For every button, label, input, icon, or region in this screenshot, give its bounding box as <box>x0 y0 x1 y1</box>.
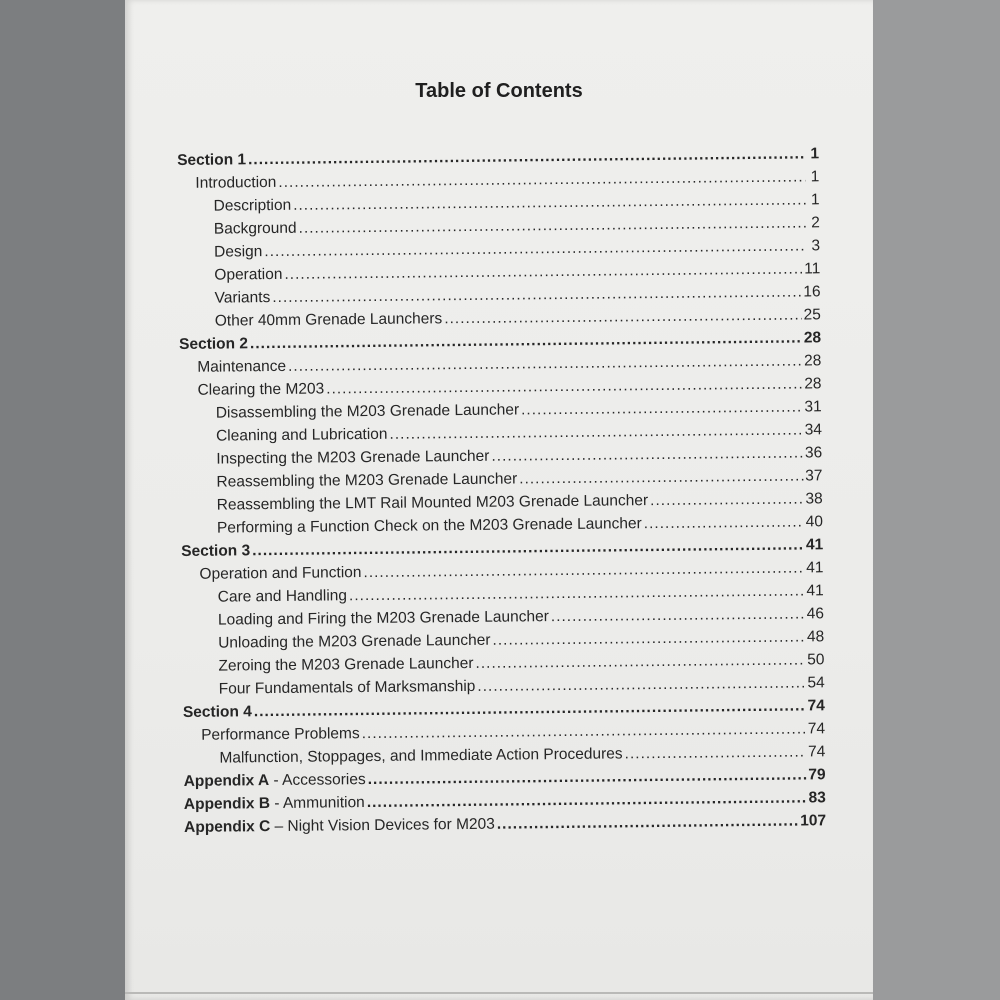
toc-page-number: 41 <box>806 559 824 577</box>
toc-entry-label: Background <box>213 219 297 238</box>
toc-page-number: 3 <box>811 237 821 255</box>
dot-leader <box>650 489 804 510</box>
toc-entry-label: Disassembling the M203 Grenade Launcher <box>215 401 520 422</box>
toc-page-number: 83 <box>808 789 826 807</box>
dot-leader <box>475 650 805 672</box>
toc-entry-label: Description <box>213 196 292 215</box>
toc-entry-label: Maintenance <box>197 357 287 376</box>
appendix-title: – Night Vision Devices for M203 <box>270 815 495 836</box>
dot-leader <box>477 673 805 695</box>
toc-entry-label: Reassembling the M203 Grenade Launcher <box>216 470 518 491</box>
toc-entry-label: Introduction <box>195 173 277 192</box>
toc-entry-label: Section 2 <box>178 335 249 353</box>
toc-page-number: 1 <box>810 145 820 163</box>
toc-page-number: 50 <box>807 651 825 669</box>
toc-entry-label: Design <box>214 243 263 261</box>
toc-page-number: 48 <box>806 628 825 646</box>
toc-page-number: 34 <box>804 421 823 439</box>
toc-page-number: 28 <box>803 329 822 347</box>
appendix-name: Appendix C <box>184 818 271 836</box>
toc-entry-label: Care and Handling <box>217 587 348 606</box>
toc-page-number: 54 <box>807 674 825 692</box>
appendix-name: Appendix A <box>183 772 270 790</box>
toc-page-number: 37 <box>805 467 823 485</box>
toc-entry-label: Operation <box>214 265 283 284</box>
dot-leader <box>491 443 803 465</box>
toc-entry-label: Section 1 <box>177 151 247 169</box>
page-edge <box>125 992 873 994</box>
toc-page-number: 1 <box>810 191 820 209</box>
dot-leader <box>444 305 801 328</box>
toc-page-number: 74 <box>808 743 826 761</box>
toc-page-number: 38 <box>805 490 823 508</box>
toc-page-number: 25 <box>803 306 821 324</box>
toc-page-number: 41 <box>805 536 824 554</box>
toc-entry-label: Variants <box>214 289 271 307</box>
background-right <box>873 0 1000 1000</box>
toc-page-number: 2 <box>811 214 820 232</box>
dot-leader <box>551 604 805 626</box>
toc-entry-label: Section 3 <box>181 542 251 560</box>
toc-entry-label: Loading and Firing the M203 Grenade Launcher <box>217 608 549 629</box>
background-left <box>0 0 125 1000</box>
toc-entry-label: Cleaning and Lubrication <box>215 425 388 445</box>
dot-leader <box>644 512 804 533</box>
toc-page-number: 79 <box>808 766 826 784</box>
appendix-name: Appendix B <box>183 795 271 813</box>
toc-entry-label: Section 4 <box>182 703 252 721</box>
toc-entry-label <box>184 793 365 814</box>
toc-page-number: 16 <box>803 283 821 301</box>
toc-entry-label: Reassembling the LMT Rail Mounted M203 Grenade Launcher <box>216 492 649 514</box>
appendix-title: - Accessories <box>269 771 366 790</box>
toc-page-number: 31 <box>804 398 822 416</box>
toc-entry-label <box>184 770 366 791</box>
toc-page-number: 1 <box>810 168 820 186</box>
toc-entry-label: Operation and Function <box>199 564 362 583</box>
toc-entry-label: Malfunction, Stoppages, and Immediate Action Procedures <box>219 745 623 767</box>
toc-page-number: 74 <box>807 697 825 715</box>
dot-leader <box>492 627 805 649</box>
toc-page-number: 41 <box>806 582 824 600</box>
toc-entry-label: Performance Problems <box>201 725 360 744</box>
toc-page-number: 11 <box>804 260 821 278</box>
toc-entry-label <box>184 815 495 837</box>
dot-leader <box>521 397 803 419</box>
dot-leader <box>497 812 799 834</box>
toc-entry-label: Unloading the M203 Grenade Launcher <box>218 631 491 652</box>
toc-entry-label: Four Fundamentals of Marksmanship <box>218 677 476 698</box>
page-title: Table of Contents <box>415 80 583 102</box>
toc-page-number: 28 <box>804 375 822 393</box>
toc-entry-label: Inspecting the M203 Grenade Launcher <box>216 447 490 468</box>
dot-leader <box>625 742 807 763</box>
appendix-title: - Ammunition <box>269 794 365 813</box>
toc-entry-label: Performing a Function Check on the M203 Grenade Launcher <box>216 515 642 537</box>
toc-page-number: 107 <box>800 812 827 830</box>
toc-page-number: 40 <box>805 513 824 531</box>
toc-page-number: 36 <box>804 444 823 462</box>
toc-list <box>177 140 826 837</box>
document-page <box>125 0 873 1000</box>
toc-entry-label: Zeroing the M203 Grenade Launcher <box>218 654 474 675</box>
toc-page-number: 28 <box>803 352 822 370</box>
toc-entry-label: Clearing the M203 <box>197 380 325 399</box>
toc-page-number: 74 <box>807 720 826 738</box>
toc-page-number: 46 <box>806 605 825 623</box>
toc-entry-label: Other 40mm Grenade Launchers <box>214 310 443 330</box>
dot-leader <box>519 466 803 488</box>
